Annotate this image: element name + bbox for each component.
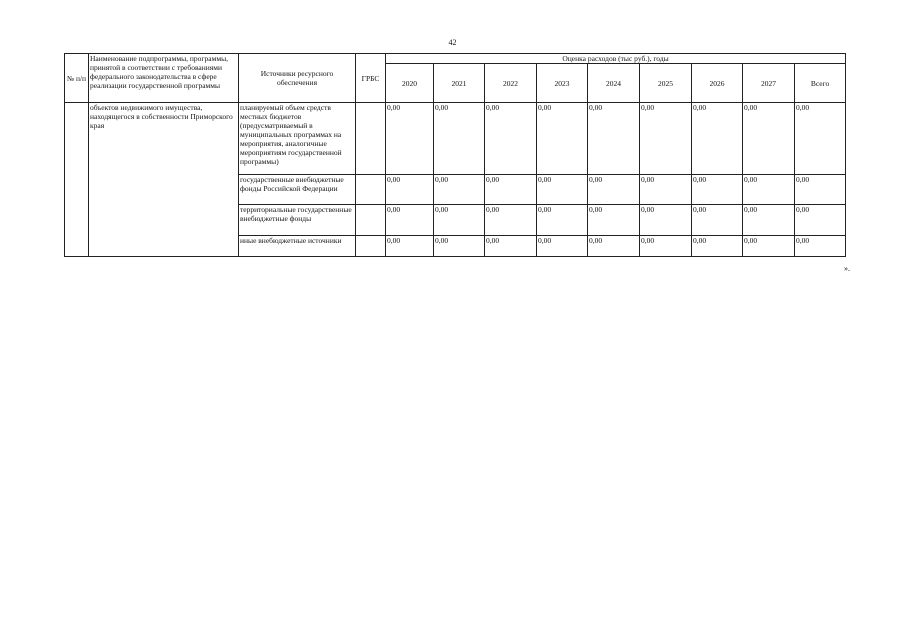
header-year: 2021 [434, 64, 485, 103]
cell-value: 0,00 [588, 103, 640, 175]
cell-source: планируемый объем средств местных бюджетов (предусматриваемый в муниципальных программах на мероприятия, аналогичные мероприятиям государственной программы) [239, 103, 356, 175]
cell-value: 0,00 [434, 236, 485, 257]
cell-value: 0,00 [537, 205, 588, 236]
cell-value: 0,00 [588, 205, 640, 236]
cell-value: 0,00 [640, 236, 692, 257]
budget-table [64, 53, 846, 257]
cell-value: 0,00 [640, 205, 692, 236]
header-year: 2022 [485, 64, 537, 103]
cell-value: 0,00 [743, 103, 795, 175]
header-sources: Источники ресурсного обеспечения [239, 54, 356, 103]
cell-value: 0,00 [434, 103, 485, 175]
cell-value: 0,00 [640, 175, 692, 205]
cell-source: государственные внебюджетные фонды Российской Федерации [239, 175, 356, 205]
cell-value: 0,00 [692, 103, 743, 175]
header-grbs: ГРБС [356, 54, 386, 103]
cell-value: 0,00 [588, 236, 640, 257]
cell-value: 0,00 [795, 205, 846, 236]
cell-source: территориальные государственные внебюджетные фонды [239, 205, 356, 236]
cell-name: объектов недвижимого имущества, находящегося в собственности Приморского края [89, 103, 239, 257]
cell-value: 0,00 [386, 205, 434, 236]
cell-value: 0,00 [692, 175, 743, 205]
cell-grbs [356, 205, 386, 236]
header-year: 2023 [537, 64, 588, 103]
header-total: Всего [795, 64, 846, 103]
table-row [65, 103, 846, 175]
header-row-top [65, 54, 846, 64]
cell-value: 0,00 [386, 236, 434, 257]
header-num: № п/п [65, 54, 89, 103]
header-year: 2020 [386, 64, 434, 103]
cell-value: 0,00 [692, 236, 743, 257]
cell-value: 0,00 [795, 103, 846, 175]
cell-value: 0,00 [537, 175, 588, 205]
page-number: 42 [448, 38, 457, 47]
cell-value: 0,00 [485, 236, 537, 257]
cell-value: 0,00 [743, 205, 795, 236]
cell-value: 0,00 [795, 236, 846, 257]
cell-value: 0,00 [485, 205, 537, 236]
header-year: 2027 [743, 64, 795, 103]
cell-grbs [356, 175, 386, 205]
cell-value: 0,00 [434, 175, 485, 205]
cell-value: 0,00 [386, 175, 434, 205]
cell-value: 0,00 [434, 205, 485, 236]
closing-quote-mark: ». [844, 264, 850, 273]
header-year: 2025 [640, 64, 692, 103]
cell-value: 0,00 [386, 103, 434, 175]
cell-value: 0,00 [692, 205, 743, 236]
cell-num [65, 103, 89, 257]
header-estimate: Оценка расходов (тыс руб.), годы [386, 54, 846, 64]
cell-value: 0,00 [640, 103, 692, 175]
cell-value: 0,00 [537, 236, 588, 257]
header-year: 2024 [588, 64, 640, 103]
cell-value: 0,00 [485, 103, 537, 175]
header-year: 2026 [692, 64, 743, 103]
cell-source: иные внебюджетные источники [239, 236, 356, 257]
header-name: Наименование подпрограммы, программы, принятой в соответствии с требованиями федерального законодательства в сфере реализации государственной программы [89, 54, 239, 103]
cell-value: 0,00 [485, 175, 537, 205]
cell-value: 0,00 [537, 103, 588, 175]
cell-grbs [356, 103, 386, 175]
cell-value: 0,00 [795, 175, 846, 205]
cell-grbs [356, 236, 386, 257]
cell-value: 0,00 [743, 175, 795, 205]
cell-value: 0,00 [588, 175, 640, 205]
cell-value: 0,00 [743, 236, 795, 257]
